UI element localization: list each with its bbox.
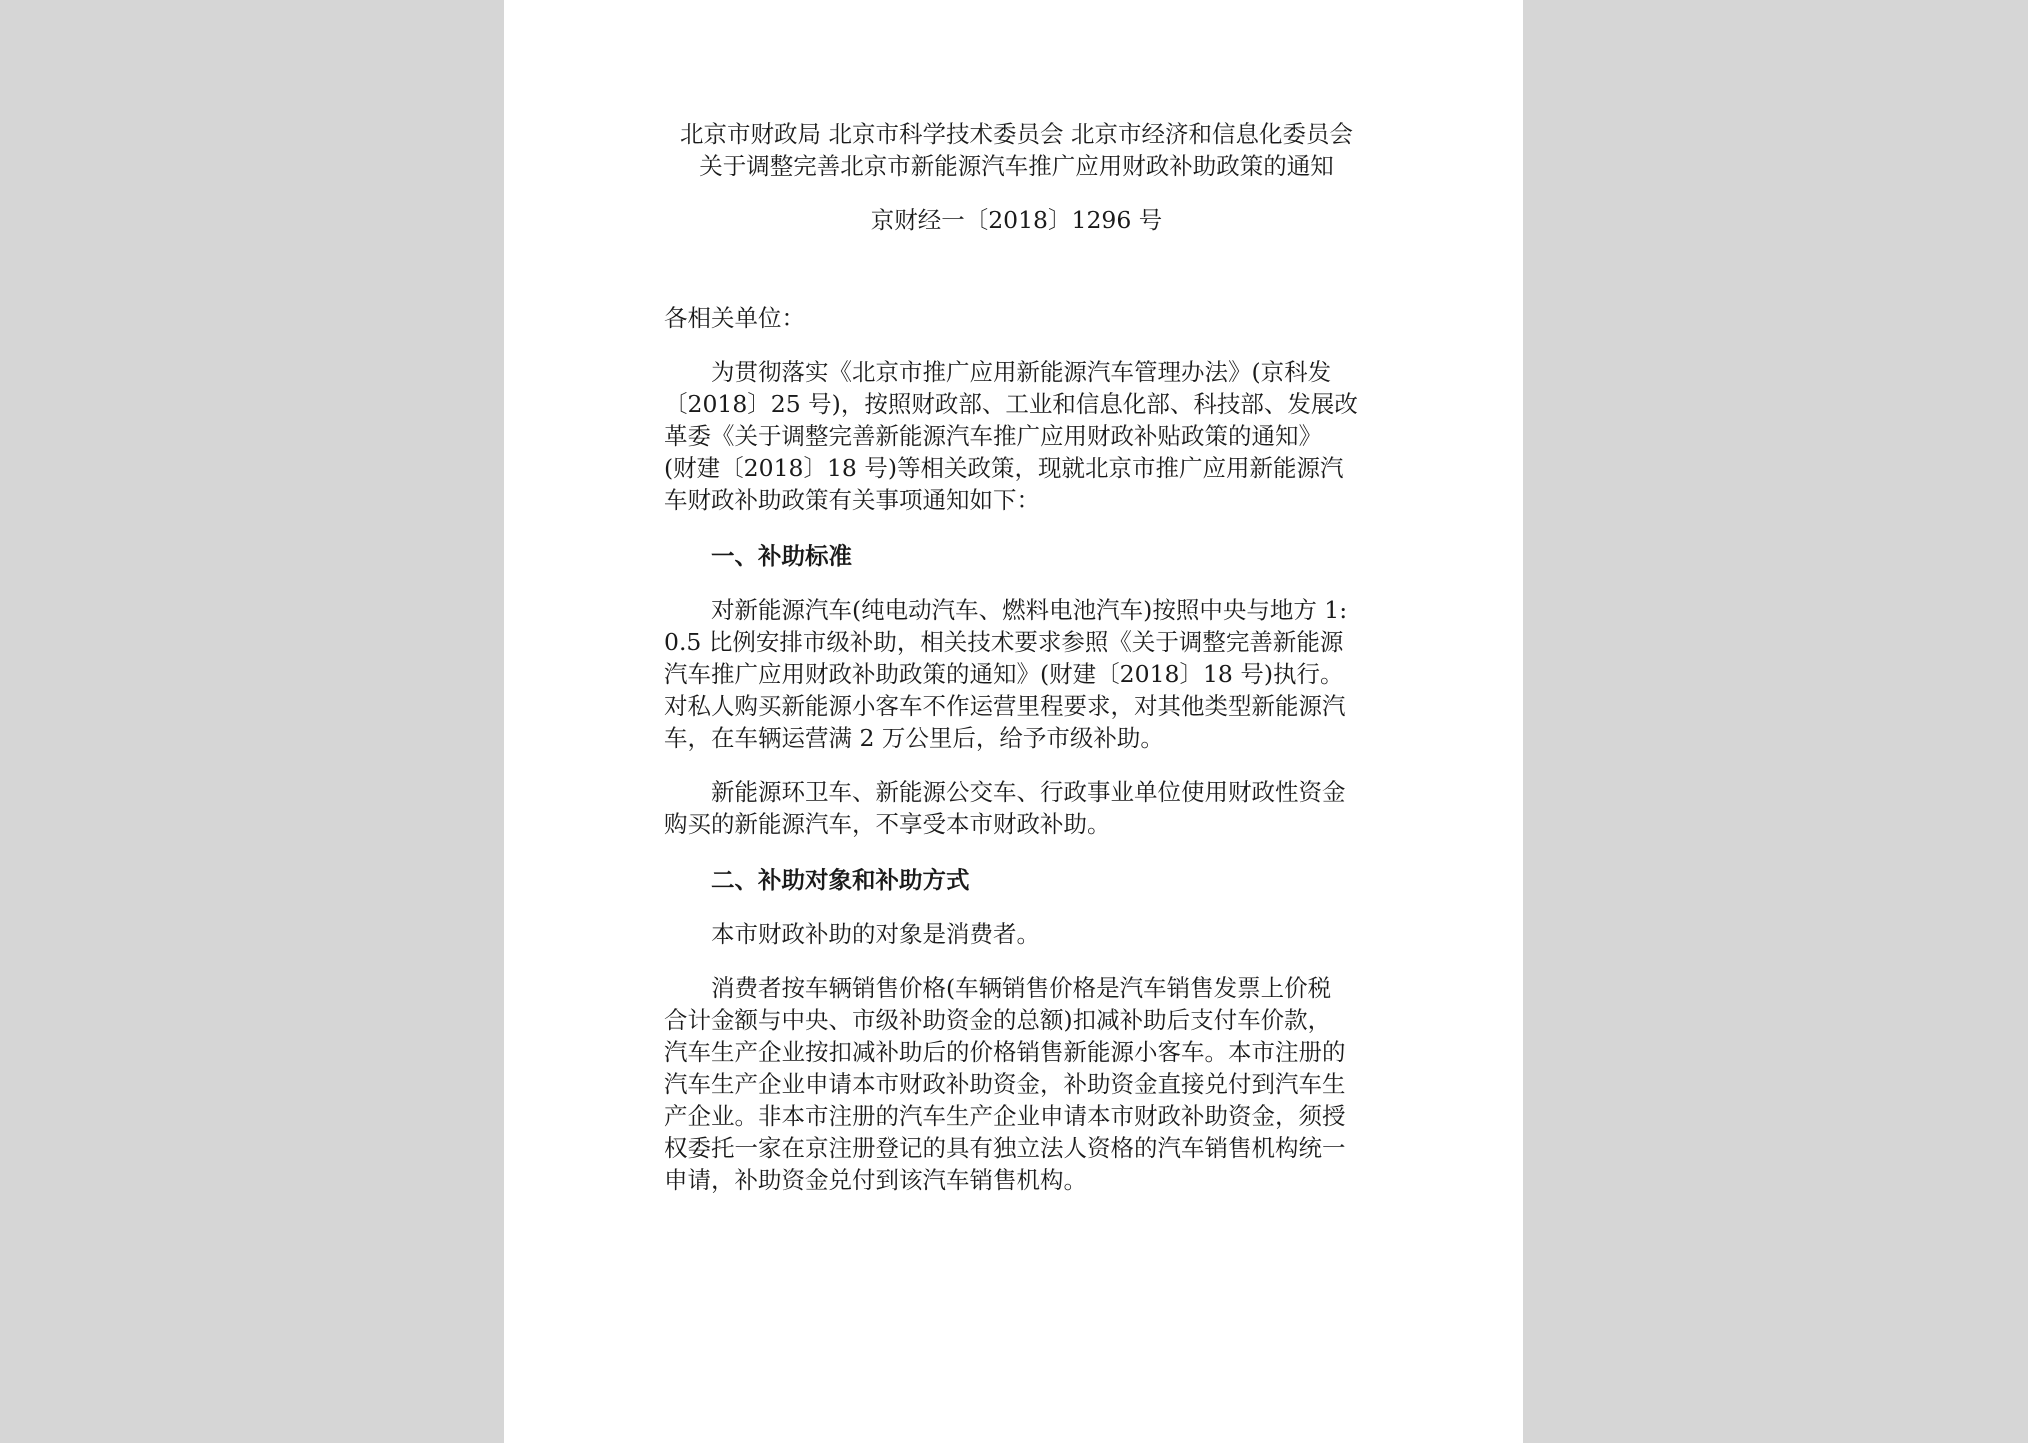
paragraph-line: 消费者按车辆销售价格(车辆销售价格是汽车销售发票上价税 xyxy=(711,974,1332,1002)
document-body xyxy=(664,118,1369,1196)
paragraph-line: 〔2018〕25 号)，按照财政部、工业和信息化部、科技部、发展改 xyxy=(664,390,1358,418)
salutation: 各相关单位： xyxy=(664,304,805,332)
document-title-line-2: 关于调整完善北京市新能源汽车推广应用财政补助政策的通知 xyxy=(699,152,1334,180)
paragraph-line: 产企业。非本市注册的汽车生产企业申请本市财政补助资金，须授 xyxy=(664,1102,1346,1130)
section-1-paragraph-2 xyxy=(664,776,1369,840)
paragraph-line: 权委托一家在京注册登记的具有独立法人资格的汽车销售机构统一 xyxy=(664,1134,1346,1162)
paragraph-line: 为贯彻落实《北京市推广应用新能源汽车管理办法》(京科发 xyxy=(711,358,1332,386)
paragraph-line: 对私人购买新能源小客车不作运营里程要求，对其他类型新能源汽 xyxy=(664,692,1346,720)
section-1-heading: 一、补助标准 xyxy=(711,542,852,570)
paragraph-line: 汽车推广应用财政补助政策的通知》(财建〔2018〕18 号)执行。 xyxy=(664,660,1344,688)
section-2-paragraph-1 xyxy=(664,918,1369,950)
paragraph-line: 申请，补助资金兑付到该汽车销售机构。 xyxy=(664,1166,1087,1194)
paragraph-line: 车，在车辆运营满 2 万公里后，给予市级补助。 xyxy=(664,724,1164,752)
paragraph-line: 对新能源汽车(纯电动汽车、燃料电池汽车)按照中央与地方 1: xyxy=(711,596,1348,624)
paragraph-line: 革委《关于调整完善新能源汽车推广应用财政补贴政策的通知》 xyxy=(664,422,1322,450)
paragraph-line: 合计金额与中央、市级补助资金的总额)扣减补助后支付车价款， xyxy=(664,1006,1332,1034)
section-1-paragraph-1 xyxy=(664,594,1369,754)
paragraph-line: (财建〔2018〕18 号)等相关政策，现就北京市推广应用新能源汽 xyxy=(664,454,1344,482)
paragraph-line: 汽车生产企业申请本市财政补助资金，补助资金直接兑付到汽车生 xyxy=(664,1070,1346,1098)
paragraph-line: 购买的新能源汽车，不享受本市财政补助。 xyxy=(664,810,1111,838)
document-page xyxy=(504,0,1523,1443)
paragraph-line: 汽车生产企业按扣减补助后的价格销售新能源小客车。本市注册的 xyxy=(664,1038,1346,1066)
intro-paragraph xyxy=(664,356,1369,516)
document-number: 京财经一〔2018〕1296 号 xyxy=(870,206,1163,234)
document-title-line-1: 北京市财政局 北京市科学技术委员会 北京市经济和信息化委员会 xyxy=(680,120,1353,148)
section-2-paragraph-2 xyxy=(664,972,1369,1196)
paragraph-line: 本市财政补助的对象是消费者。 xyxy=(711,920,1040,948)
paragraph-line: 新能源环卫车、新能源公交车、行政事业单位使用财政性资金 xyxy=(711,778,1346,806)
paragraph-line: 车财政补助政策有关事项通知如下： xyxy=(664,486,1040,514)
paragraph-line: 0.5 比例安排市级补助，相关技术要求参照《关于调整完善新能源 xyxy=(664,628,1344,656)
section-2-heading: 二、补助对象和补助方式 xyxy=(711,866,970,894)
